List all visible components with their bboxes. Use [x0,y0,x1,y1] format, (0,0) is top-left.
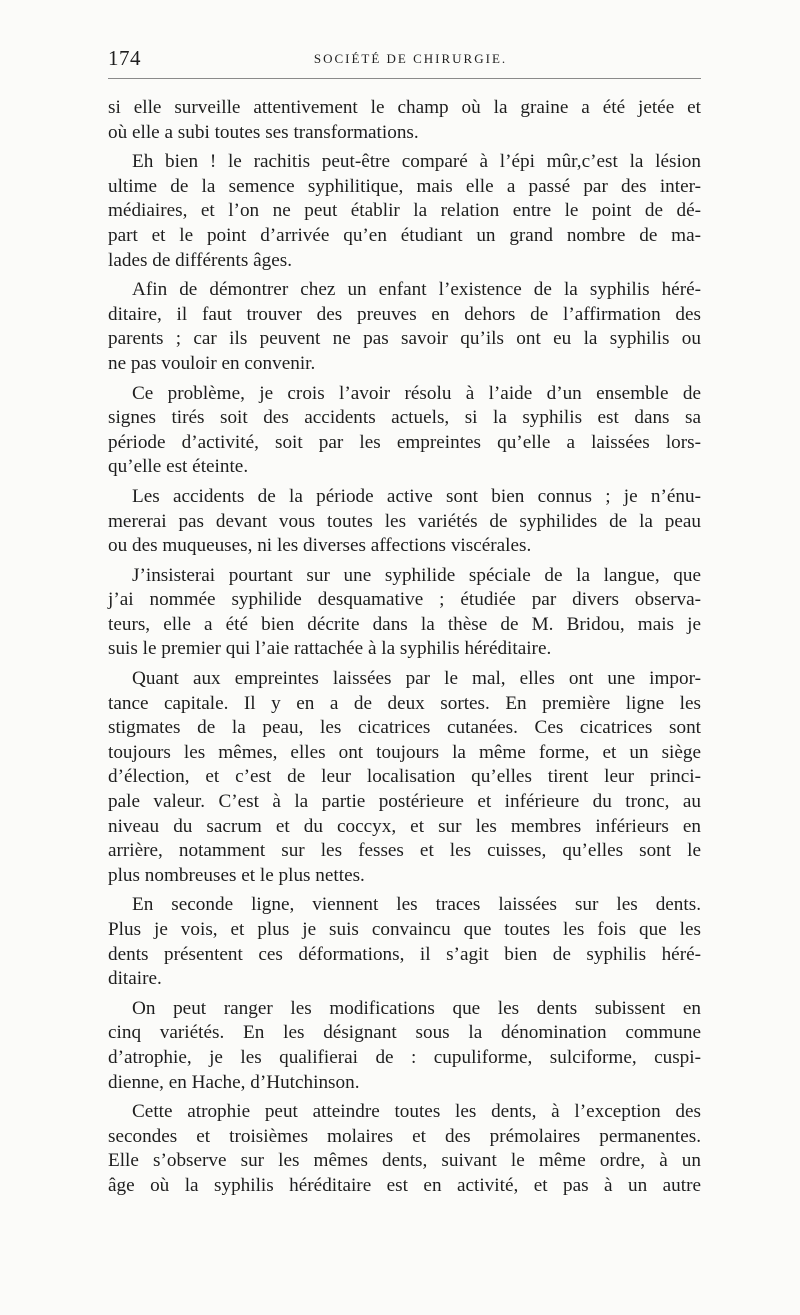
text-line: médiaires, et l’on ne peut établir la relation entre le point de dé- [108,200,701,222]
text-line: âge où la syphilis héréditaire est en activité, et pas à un autre [108,1174,701,1196]
text-line: mererai pas devant vous toutes les variétés de syphilides de la peau [108,510,701,532]
text-line: toujours les mêmes, elles ont toujours la même forme, et un siège [108,741,701,763]
text-line: lades de différents âges. [108,249,292,271]
text-line: part et le point d’arrivée qu’en étudiant un grand nombre de ma- [108,224,701,246]
text-line: j’ai nommée syphilide desquamative ; étudiée par divers observa- [108,589,701,611]
text-line: cinq variétés. En les désignant sous la dénomination commune [108,1022,701,1044]
text-line: d’atrophie, je les qualifierai de : cupuliforme, sulciforme, cuspi- [108,1046,701,1068]
paragraph [108,1100,701,1198]
text-line: ditaire. [108,968,162,990]
text-line: dienne, en Hache, d’Hutchinson. [108,1071,360,1093]
text-line: ditaire, il faut trouver des preuves en dehors de l’affirmation des [108,303,701,325]
text-line: arrière, notamment sur les fesses et les cuisses, qu’elles sont le [108,840,701,862]
text-line: ultime de la semence syphilitique, mais elle a passé par des inter- [108,175,701,197]
text-line: où elle a subi toutes ses transformations. [108,121,419,143]
text-line: période d’activité, soit par les empreintes qu’elle a laissées lors- [108,431,701,453]
text-line: Quant aux empreintes laissées par le mal, elles ont une impor- [132,668,701,690]
text-line: ou des muqueuses, ni les diverses affections viscérales. [108,535,532,557]
text-line: signes tirés soit des accidents actuels, si la syphilis est dans sa [108,407,701,429]
text-line: Elle s’observe sur les mêmes dents, suivant le même ordre, à un [108,1150,701,1172]
paragraph [108,485,701,559]
text-line: dents présentent ces déformations, il s’agit bien de syphilis héré- [108,943,701,965]
text-line: niveau du sacrum et du coccyx, et sur les membres inférieurs en [108,815,701,837]
text-line: stigmates de la peau, les cicatrices cutanées. Ces cicatrices sont [108,717,701,739]
page-number: 174 [108,46,141,70]
body-text [108,96,701,1204]
text-line: ne pas vouloir en convenir. [108,352,316,374]
text-line: plus nombreuses et le plus nettes. [108,864,365,886]
text-line: si elle surveille attentivement le champ où la graine a été jetée et [108,97,701,118]
text-line: J’insisterai pourtant sur une syphilide spéciale de la langue, que [132,564,701,586]
text-line: teurs, elle a été bien décrite dans la thèse de M. Bridou, mais je [108,613,701,635]
text-line: Ce problème, je crois l’avoir résolu à l’aide d’un ensemble de [132,382,701,404]
text-line: parents ; car ils peuvent ne pas savoir qu’ils ont eu la syphilis ou [108,328,701,350]
text-line: On peut ranger les modifications que les dents subissent en [132,997,701,1019]
paragraph [108,893,701,991]
paragraph [108,150,701,273]
text-line: secondes et troisièmes molaires et des prémolaires permanentes. [108,1125,701,1147]
text-line: Les accidents de la période active sont bien connus ; je n’énu- [132,485,701,507]
text-line: Cette atrophie peut atteindre toutes les dents, à l’exception des [132,1101,701,1123]
paragraph [108,667,701,888]
page-header [108,46,701,72]
paragraph [108,564,701,662]
text-line: Eh bien ! le rachitis peut-être comparé à l’épi mûr,c’est la lésion [132,151,701,173]
text-line: Afin de démontrer chez un enfant l’existence de la syphilis héré- [132,279,701,301]
text-line: Plus je vois, et plus je suis convaincu que toutes les fois que les [108,919,701,940]
text-line: En seconde ligne, viennent les traces laissées sur les dents. [132,894,701,916]
running-title: SOCIÉTÉ DE CHIRURGIE. [313,51,508,66]
text-line: pale valeur. C’est à la partie postérieure et inférieure du tronc, au [108,791,701,813]
paragraph [108,997,701,1095]
paragraph [108,278,701,376]
text-line: d’élection, et c’est de leur localisation qu’elles tirent leur princi- [108,766,701,788]
text-line: suis le premier qui l’aie rattachée à la syphilis héréditaire. [108,638,552,660]
text-line: qu’elle est éteinte. [108,456,249,478]
paragraph [108,96,701,145]
header-rule [108,78,701,79]
text-line: tance capitale. Il y en a de deux sortes. En première ligne les [108,692,701,714]
paragraph [108,382,701,480]
